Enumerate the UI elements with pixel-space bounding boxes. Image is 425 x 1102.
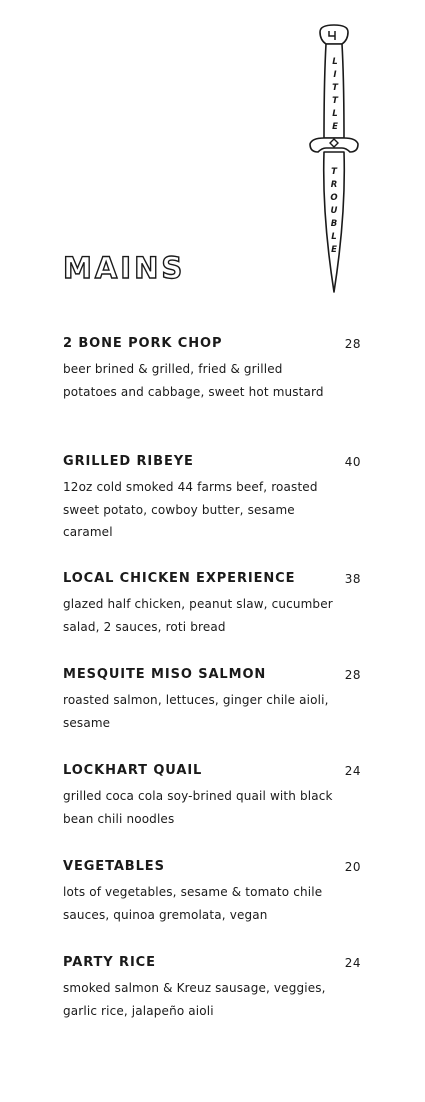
menu-item <box>63 857 363 953</box>
item-name: PARTY RICE <box>63 955 156 970</box>
menu-item <box>63 953 363 1049</box>
logo-letter: E <box>332 122 338 132</box>
item-price: 28 <box>344 668 361 682</box>
item-price: 38 <box>344 572 361 586</box>
logo-letter: L <box>332 109 338 119</box>
item-price: 24 <box>344 956 361 970</box>
item-name: MESQUITE MISO SALMON <box>63 667 267 682</box>
logo-letter: L <box>331 232 337 242</box>
item-price: 24 <box>344 764 361 778</box>
logo-letter: T <box>331 167 337 177</box>
item-description: smoked salmon & Kreuz sausage, veggies, garlic rice, jalapeño aioli <box>63 981 326 1018</box>
item-name: VEGETABLES <box>63 859 165 874</box>
item-description: grilled coca cola soy-brined quail with black bean chili noodles <box>63 789 333 826</box>
logo-letter: U <box>330 206 338 216</box>
dagger-icon <box>300 20 364 296</box>
item-description: lots of vegetables, sesame & tomato chile sauces, quinoa gremolata, vegan <box>63 885 323 922</box>
menu-item <box>63 452 363 569</box>
item-description: 12oz cold smoked 44 farms beef, roasted sweet potato, cowboy butter, sesame caramel <box>63 480 318 539</box>
logo-letter: T <box>332 83 338 93</box>
logo-letter: I <box>333 70 337 80</box>
item-price: 20 <box>344 860 361 874</box>
menu-item <box>63 569 363 665</box>
item-description: beer brined & grilled, fried & grilled potatoes and cabbage, sweet hot mustard <box>63 362 324 399</box>
logo-letter: R <box>330 180 338 190</box>
item-name: 2 BONE PORK CHOP <box>63 336 223 351</box>
menu-item <box>63 665 363 761</box>
menu-item <box>63 761 363 857</box>
item-name: LOCKHART QUAIL <box>63 763 203 778</box>
logo-letter: T <box>332 96 338 106</box>
logo-letter: O <box>330 193 338 203</box>
item-price: 28 <box>344 337 361 351</box>
item-name: LOCAL CHICKEN EXPERIENCE <box>63 571 296 586</box>
item-description: glazed half chicken, peanut slaw, cucumber salad, 2 sauces, roti bread <box>63 597 333 634</box>
item-price: 40 <box>344 455 361 469</box>
logo-letter: E <box>331 245 337 255</box>
menu-list <box>63 334 363 1049</box>
logo-letter: B <box>330 219 338 229</box>
item-name: GRILLED RIBEYE <box>63 454 194 469</box>
menu-item <box>63 334 363 452</box>
item-description: roasted salmon, lettuces, ginger chile aioli, sesame <box>63 693 329 730</box>
logo-letter: L <box>332 57 338 67</box>
page-title: MAINS <box>63 251 186 285</box>
